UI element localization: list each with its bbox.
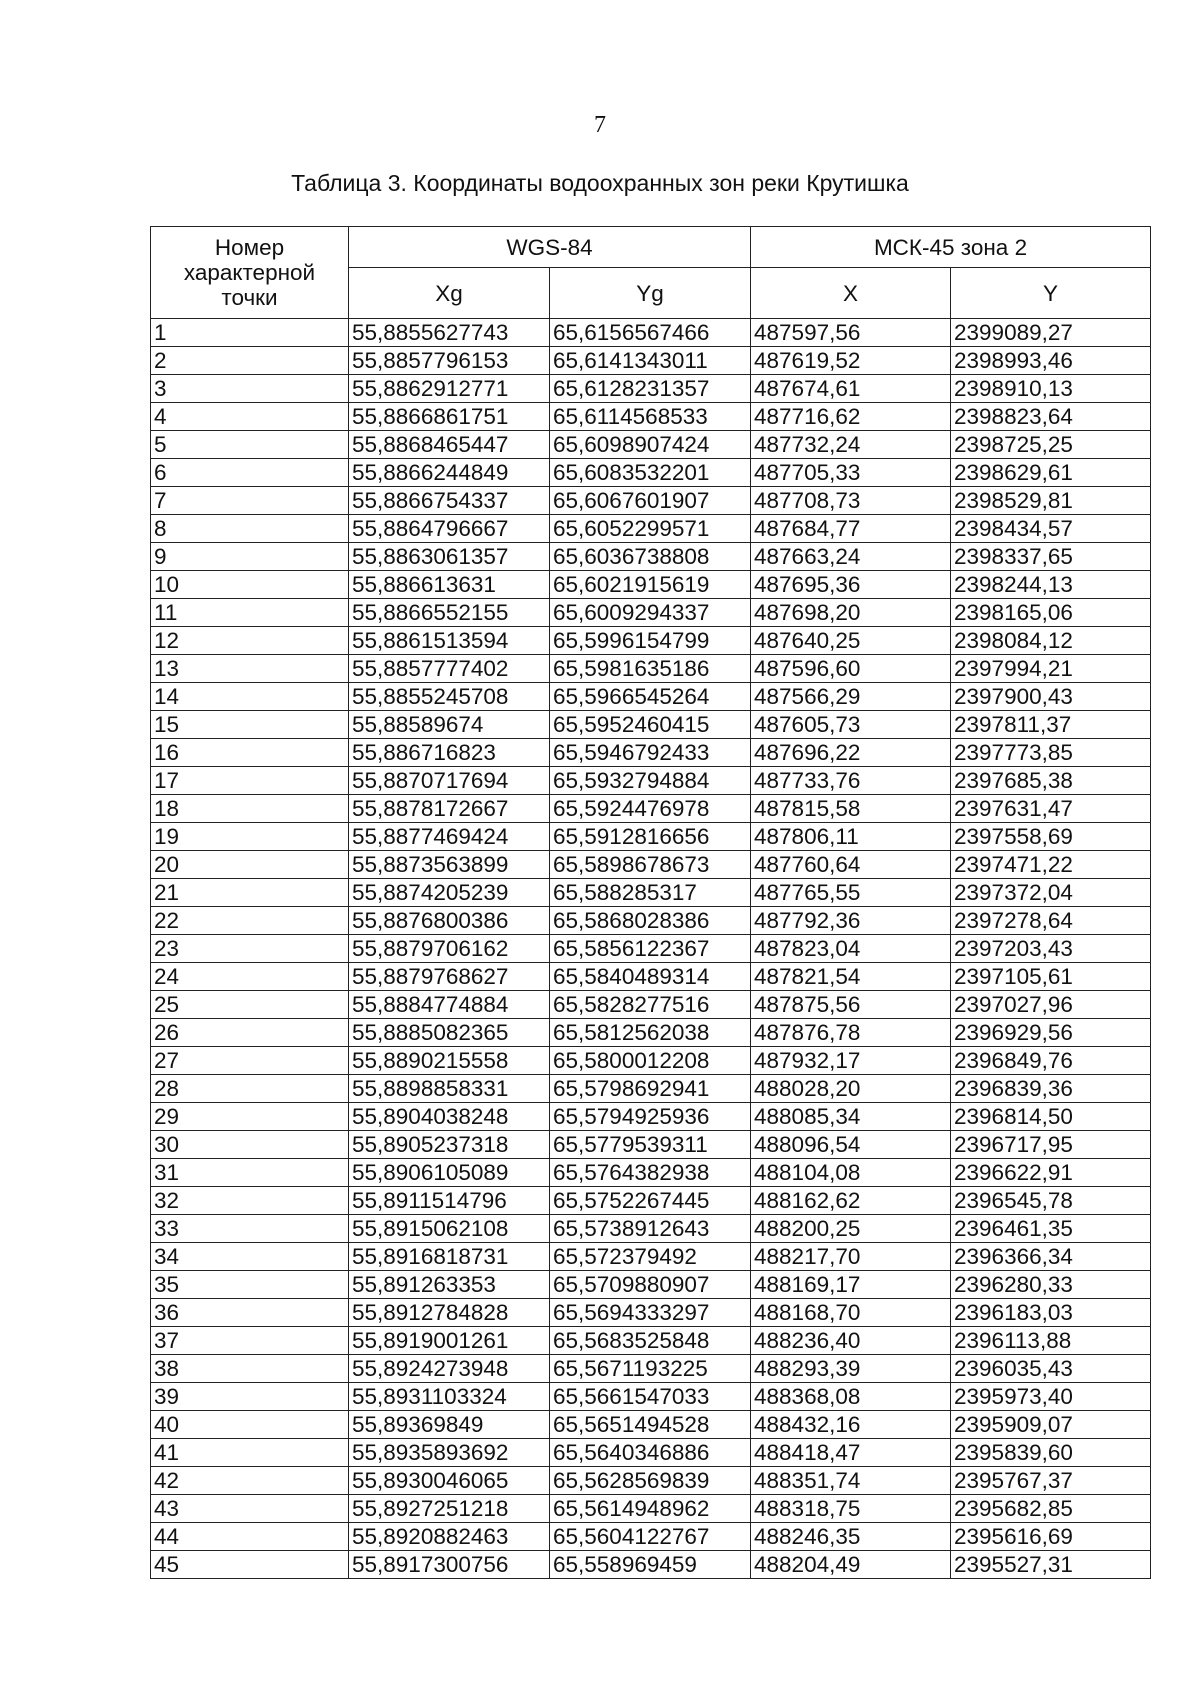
cell-point-number: 19 <box>151 823 349 851</box>
cell-x: 488418,47 <box>751 1439 951 1467</box>
cell-point-number: 4 <box>151 403 349 431</box>
cell-point-number: 41 <box>151 1439 349 1467</box>
table-row <box>151 739 1151 767</box>
cell-yg: 65,6128231357 <box>550 375 751 403</box>
table-row <box>151 627 1151 655</box>
cell-point-number: 5 <box>151 431 349 459</box>
cell-yg: 65,588285317 <box>550 879 751 907</box>
cell-point-number: 13 <box>151 655 349 683</box>
cell-y: 2397471,22 <box>951 851 1151 879</box>
table-row <box>151 1271 1151 1299</box>
cell-y: 2396839,36 <box>951 1075 1151 1103</box>
cell-yg: 65,5604122767 <box>550 1523 751 1551</box>
cell-x: 487566,29 <box>751 683 951 711</box>
cell-xg: 55,8898858331 <box>349 1075 550 1103</box>
cell-x: 487716,62 <box>751 403 951 431</box>
cell-y: 2396366,34 <box>951 1243 1151 1271</box>
table-row <box>151 1103 1151 1131</box>
cell-yg: 65,572379492 <box>550 1243 751 1271</box>
cell-point-number: 36 <box>151 1299 349 1327</box>
cell-y: 2398337,65 <box>951 543 1151 571</box>
cell-point-number: 20 <box>151 851 349 879</box>
cell-yg: 65,5868028386 <box>550 907 751 935</box>
cell-y: 2398629,61 <box>951 459 1151 487</box>
cell-y: 2396929,56 <box>951 1019 1151 1047</box>
table-caption: Таблица 3. Координаты водоохранных зон реки Крутишка <box>291 170 909 196</box>
cell-yg: 65,5779539311 <box>550 1131 751 1159</box>
cell-xg: 55,8879768627 <box>349 963 550 991</box>
cell-yg: 65,6141343011 <box>550 347 751 375</box>
cell-x: 487733,76 <box>751 767 951 795</box>
cell-point-number: 37 <box>151 1327 349 1355</box>
cell-y: 2395767,37 <box>951 1467 1151 1495</box>
cell-xg: 55,8868465447 <box>349 431 550 459</box>
cell-y: 2397773,85 <box>951 739 1151 767</box>
cell-x: 488104,08 <box>751 1159 951 1187</box>
cell-y: 2395909,07 <box>951 1411 1151 1439</box>
cell-point-number: 1 <box>151 319 349 347</box>
cell-x: 488162,62 <box>751 1187 951 1215</box>
cell-point-number: 21 <box>151 879 349 907</box>
table-row <box>151 907 1151 935</box>
cell-xg: 55,891263353 <box>349 1271 550 1299</box>
cell-point-number: 12 <box>151 627 349 655</box>
cell-y: 2398910,13 <box>951 375 1151 403</box>
cell-x: 488085,34 <box>751 1103 951 1131</box>
cell-xg: 55,8916818731 <box>349 1243 550 1271</box>
cell-yg: 65,6036738808 <box>550 543 751 571</box>
table-row <box>151 1131 1151 1159</box>
cell-x: 487696,22 <box>751 739 951 767</box>
cell-yg: 65,5981635186 <box>550 655 751 683</box>
table-header <box>151 227 1151 319</box>
table-row <box>151 543 1151 571</box>
cell-yg: 65,5996154799 <box>550 627 751 655</box>
cell-yg: 65,6052299571 <box>550 515 751 543</box>
cell-xg: 55,8864796667 <box>349 515 550 543</box>
cell-point-number: 29 <box>151 1103 349 1131</box>
cell-point-number: 39 <box>151 1383 349 1411</box>
cell-x: 488200,25 <box>751 1215 951 1243</box>
cell-xg: 55,8877469424 <box>349 823 550 851</box>
cell-yg: 65,5798692941 <box>550 1075 751 1103</box>
cell-yg: 65,5912816656 <box>550 823 751 851</box>
cell-y: 2398084,12 <box>951 627 1151 655</box>
table-row <box>151 655 1151 683</box>
table-row <box>151 375 1151 403</box>
cell-x: 487806,11 <box>751 823 951 851</box>
header-y: Y <box>951 268 1151 319</box>
cell-y: 2396622,91 <box>951 1159 1151 1187</box>
cell-xg: 55,8911514796 <box>349 1187 550 1215</box>
cell-point-number: 23 <box>151 935 349 963</box>
cell-xg: 55,8884774884 <box>349 991 550 1019</box>
cell-point-number: 45 <box>151 1551 349 1579</box>
cell-x: 488236,40 <box>751 1327 951 1355</box>
table-row <box>151 1299 1151 1327</box>
cell-xg: 55,8878172667 <box>349 795 550 823</box>
cell-xg: 55,8885082365 <box>349 1019 550 1047</box>
cell-point-number: 35 <box>151 1271 349 1299</box>
cell-xg: 55,886613631 <box>349 571 550 599</box>
table-row <box>151 879 1151 907</box>
cell-x: 487684,77 <box>751 515 951 543</box>
table-row <box>151 319 1151 347</box>
cell-y: 2397685,38 <box>951 767 1151 795</box>
cell-point-number: 16 <box>151 739 349 767</box>
cell-point-number: 3 <box>151 375 349 403</box>
cell-yg: 65,6156567466 <box>550 319 751 347</box>
cell-yg: 65,6098907424 <box>550 431 751 459</box>
cell-x: 488169,17 <box>751 1271 951 1299</box>
cell-y: 2398823,64 <box>951 403 1151 431</box>
cell-x: 487663,24 <box>751 543 951 571</box>
cell-yg: 65,5671193225 <box>550 1355 751 1383</box>
table-row <box>151 1355 1151 1383</box>
table-row <box>151 991 1151 1019</box>
table-row <box>151 599 1151 627</box>
cell-y: 2395973,40 <box>951 1383 1151 1411</box>
table-row <box>151 795 1151 823</box>
cell-point-number: 31 <box>151 1159 349 1187</box>
cell-xg: 55,8862912771 <box>349 375 550 403</box>
cell-point-number: 38 <box>151 1355 349 1383</box>
cell-xg: 55,8924273948 <box>349 1355 550 1383</box>
page-number: 7 <box>594 112 606 138</box>
cell-xg: 55,8857796153 <box>349 347 550 375</box>
cell-yg: 65,5738912643 <box>550 1215 751 1243</box>
cell-xg: 55,8876800386 <box>349 907 550 935</box>
cell-yg: 65,5840489314 <box>550 963 751 991</box>
cell-yg: 65,5828277516 <box>550 991 751 1019</box>
cell-yg: 65,5932794884 <box>550 767 751 795</box>
cell-yg: 65,6009294337 <box>550 599 751 627</box>
table-row <box>151 1523 1151 1551</box>
cell-y: 2397811,37 <box>951 711 1151 739</box>
cell-xg: 55,8935893692 <box>349 1439 550 1467</box>
cell-y: 2397900,43 <box>951 683 1151 711</box>
cell-yg: 65,5856122367 <box>550 935 751 963</box>
cell-x: 487619,52 <box>751 347 951 375</box>
cell-x: 487821,54 <box>751 963 951 991</box>
cell-xg: 55,8855627743 <box>349 319 550 347</box>
cell-yg: 65,5898678673 <box>550 851 751 879</box>
cell-yg: 65,5946792433 <box>550 739 751 767</box>
table-row <box>151 1047 1151 1075</box>
cell-x: 488318,75 <box>751 1495 951 1523</box>
cell-point-number: 44 <box>151 1523 349 1551</box>
table-row <box>151 851 1151 879</box>
cell-xg: 55,8866861751 <box>349 403 550 431</box>
table-row <box>151 515 1151 543</box>
cell-x: 487708,73 <box>751 487 951 515</box>
table-row <box>151 683 1151 711</box>
table-row <box>151 571 1151 599</box>
cell-yg: 65,6021915619 <box>550 571 751 599</box>
table-row <box>151 459 1151 487</box>
table-row <box>151 1327 1151 1355</box>
cell-point-number: 26 <box>151 1019 349 1047</box>
cell-yg: 65,5800012208 <box>550 1047 751 1075</box>
cell-xg: 55,8866754337 <box>349 487 550 515</box>
table-row <box>151 963 1151 991</box>
cell-yg: 65,5661547033 <box>550 1383 751 1411</box>
cell-xg: 55,8855245708 <box>349 683 550 711</box>
table-row <box>151 347 1151 375</box>
cell-yg: 65,5764382938 <box>550 1159 751 1187</box>
header-xg: Xg <box>349 268 550 319</box>
cell-point-number: 17 <box>151 767 349 795</box>
cell-xg: 55,88589674 <box>349 711 550 739</box>
cell-y: 2396280,33 <box>951 1271 1151 1299</box>
cell-x: 487875,56 <box>751 991 951 1019</box>
cell-y: 2396814,50 <box>951 1103 1151 1131</box>
table-row <box>151 487 1151 515</box>
cell-y: 2397105,61 <box>951 963 1151 991</box>
cell-x: 487765,55 <box>751 879 951 907</box>
cell-yg: 65,5966545264 <box>550 683 751 711</box>
cell-x: 488028,20 <box>751 1075 951 1103</box>
cell-yg: 65,5640346886 <box>550 1439 751 1467</box>
cell-x: 488168,70 <box>751 1299 951 1327</box>
cell-x: 488432,16 <box>751 1411 951 1439</box>
cell-xg: 55,886716823 <box>349 739 550 767</box>
table-row <box>151 767 1151 795</box>
cell-point-number: 30 <box>151 1131 349 1159</box>
cell-y: 2396113,88 <box>951 1327 1151 1355</box>
cell-yg: 65,5924476978 <box>550 795 751 823</box>
cell-point-number: 7 <box>151 487 349 515</box>
cell-point-number: 32 <box>151 1187 349 1215</box>
header-yg: Yg <box>550 268 751 319</box>
cell-yg: 65,6067601907 <box>550 487 751 515</box>
header-row-groups <box>151 227 1151 268</box>
cell-y: 2396849,76 <box>951 1047 1151 1075</box>
cell-x: 487596,60 <box>751 655 951 683</box>
table-row <box>151 1215 1151 1243</box>
cell-point-number: 15 <box>151 711 349 739</box>
cell-x: 487932,17 <box>751 1047 951 1075</box>
cell-point-number: 14 <box>151 683 349 711</box>
cell-x: 488096,54 <box>751 1131 951 1159</box>
cell-yg: 65,5709880907 <box>550 1271 751 1299</box>
cell-yg: 65,5794925936 <box>550 1103 751 1131</box>
cell-x: 487640,25 <box>751 627 951 655</box>
cell-xg: 55,8920882463 <box>349 1523 550 1551</box>
table-row <box>151 823 1151 851</box>
cell-xg: 55,8857777402 <box>349 655 550 683</box>
cell-yg: 65,5952460415 <box>550 711 751 739</box>
cell-xg: 55,8890215558 <box>349 1047 550 1075</box>
table-row <box>151 1019 1151 1047</box>
cell-point-number: 28 <box>151 1075 349 1103</box>
cell-point-number: 2 <box>151 347 349 375</box>
cell-xg: 55,8866244849 <box>349 459 550 487</box>
cell-x: 488351,74 <box>751 1467 951 1495</box>
cell-point-number: 10 <box>151 571 349 599</box>
cell-xg: 55,8930046065 <box>349 1467 550 1495</box>
cell-x: 487674,61 <box>751 375 951 403</box>
cell-point-number: 24 <box>151 963 349 991</box>
cell-point-number: 22 <box>151 907 349 935</box>
cell-x: 488368,08 <box>751 1383 951 1411</box>
cell-yg: 65,5628569839 <box>550 1467 751 1495</box>
cell-yg: 65,5651494528 <box>550 1411 751 1439</box>
cell-y: 2398993,46 <box>951 347 1151 375</box>
cell-y: 2396183,03 <box>951 1299 1151 1327</box>
cell-point-number: 40 <box>151 1411 349 1439</box>
cell-y: 2395616,69 <box>951 1523 1151 1551</box>
cell-point-number: 8 <box>151 515 349 543</box>
cell-y: 2395839,60 <box>951 1439 1151 1467</box>
cell-xg: 55,8870717694 <box>349 767 550 795</box>
cell-xg: 55,8931103324 <box>349 1383 550 1411</box>
table-row <box>151 1411 1151 1439</box>
cell-y: 2398165,06 <box>951 599 1151 627</box>
cell-xg: 55,8904038248 <box>349 1103 550 1131</box>
coordinates-table <box>150 226 1151 1579</box>
cell-y: 2397027,96 <box>951 991 1151 1019</box>
cell-yg: 65,558969459 <box>550 1551 751 1579</box>
cell-y: 2397278,64 <box>951 907 1151 935</box>
table-row <box>151 1495 1151 1523</box>
table-row <box>151 403 1151 431</box>
cell-x: 487815,58 <box>751 795 951 823</box>
cell-yg: 65,5812562038 <box>550 1019 751 1047</box>
cell-y: 2398529,81 <box>951 487 1151 515</box>
cell-y: 2397994,21 <box>951 655 1151 683</box>
cell-x: 488204,49 <box>751 1551 951 1579</box>
cell-y: 2396545,78 <box>951 1187 1151 1215</box>
cell-y: 2397372,04 <box>951 879 1151 907</box>
cell-y: 2397631,47 <box>951 795 1151 823</box>
table-row <box>151 1159 1151 1187</box>
cell-x: 487792,36 <box>751 907 951 935</box>
cell-x: 487695,36 <box>751 571 951 599</box>
cell-x: 488246,35 <box>751 1523 951 1551</box>
cell-yg: 65,5614948962 <box>550 1495 751 1523</box>
cell-y: 2395527,31 <box>951 1551 1151 1579</box>
header-x: X <box>751 268 951 319</box>
cell-y: 2395682,85 <box>951 1495 1151 1523</box>
cell-point-number: 42 <box>151 1467 349 1495</box>
table-row <box>151 935 1151 963</box>
table-row <box>151 1243 1151 1271</box>
cell-yg: 65,6114568533 <box>550 403 751 431</box>
cell-y: 2398725,25 <box>951 431 1151 459</box>
table-row <box>151 1075 1151 1103</box>
cell-x: 487732,24 <box>751 431 951 459</box>
cell-point-number: 11 <box>151 599 349 627</box>
cell-xg: 55,8905237318 <box>349 1131 550 1159</box>
cell-x: 487605,73 <box>751 711 951 739</box>
cell-point-number: 25 <box>151 991 349 1019</box>
cell-xg: 55,8915062108 <box>349 1215 550 1243</box>
cell-xg: 55,8906105089 <box>349 1159 550 1187</box>
cell-xg: 55,8866552155 <box>349 599 550 627</box>
cell-y: 2399089,27 <box>951 319 1151 347</box>
cell-y: 2398434,57 <box>951 515 1151 543</box>
cell-x: 487597,56 <box>751 319 951 347</box>
cell-point-number: 9 <box>151 543 349 571</box>
cell-x: 487823,04 <box>751 935 951 963</box>
cell-point-number: 34 <box>151 1243 349 1271</box>
cell-xg: 55,8927251218 <box>349 1495 550 1523</box>
cell-xg: 55,8917300756 <box>349 1551 550 1579</box>
cell-y: 2398244,13 <box>951 571 1151 599</box>
cell-point-number: 43 <box>151 1495 349 1523</box>
table-row <box>151 1187 1151 1215</box>
table-body <box>151 319 1151 1579</box>
cell-yg: 65,5694333297 <box>550 1299 751 1327</box>
cell-y: 2396461,35 <box>951 1215 1151 1243</box>
cell-point-number: 27 <box>151 1047 349 1075</box>
header-point-number: Номер характерной точки <box>151 227 349 319</box>
header-msk45: МСК-45 зона 2 <box>751 227 1151 268</box>
cell-x: 487698,20 <box>751 599 951 627</box>
cell-xg: 55,8912784828 <box>349 1299 550 1327</box>
header-wgs84: WGS-84 <box>349 227 751 268</box>
table-row <box>151 1551 1151 1579</box>
cell-y: 2396035,43 <box>951 1355 1151 1383</box>
cell-x: 487760,64 <box>751 851 951 879</box>
cell-xg: 55,8919001261 <box>349 1327 550 1355</box>
cell-xg: 55,8873563899 <box>349 851 550 879</box>
table-row <box>151 431 1151 459</box>
cell-xg: 55,8861513594 <box>349 627 550 655</box>
cell-y: 2397558,69 <box>951 823 1151 851</box>
cell-yg: 65,6083532201 <box>550 459 751 487</box>
cell-xg: 55,8874205239 <box>349 879 550 907</box>
cell-y: 2396717,95 <box>951 1131 1151 1159</box>
cell-point-number: 33 <box>151 1215 349 1243</box>
table-row <box>151 1383 1151 1411</box>
cell-xg: 55,8879706162 <box>349 935 550 963</box>
cell-point-number: 18 <box>151 795 349 823</box>
cell-x: 487876,78 <box>751 1019 951 1047</box>
cell-yg: 65,5683525848 <box>550 1327 751 1355</box>
table-row <box>151 1439 1151 1467</box>
cell-y: 2397203,43 <box>951 935 1151 963</box>
cell-xg: 55,89369849 <box>349 1411 550 1439</box>
cell-yg: 65,5752267445 <box>550 1187 751 1215</box>
cell-x: 488217,70 <box>751 1243 951 1271</box>
cell-xg: 55,8863061357 <box>349 543 550 571</box>
table-row <box>151 711 1151 739</box>
cell-point-number: 6 <box>151 459 349 487</box>
table-row <box>151 1467 1151 1495</box>
cell-x: 488293,39 <box>751 1355 951 1383</box>
cell-x: 487705,33 <box>751 459 951 487</box>
